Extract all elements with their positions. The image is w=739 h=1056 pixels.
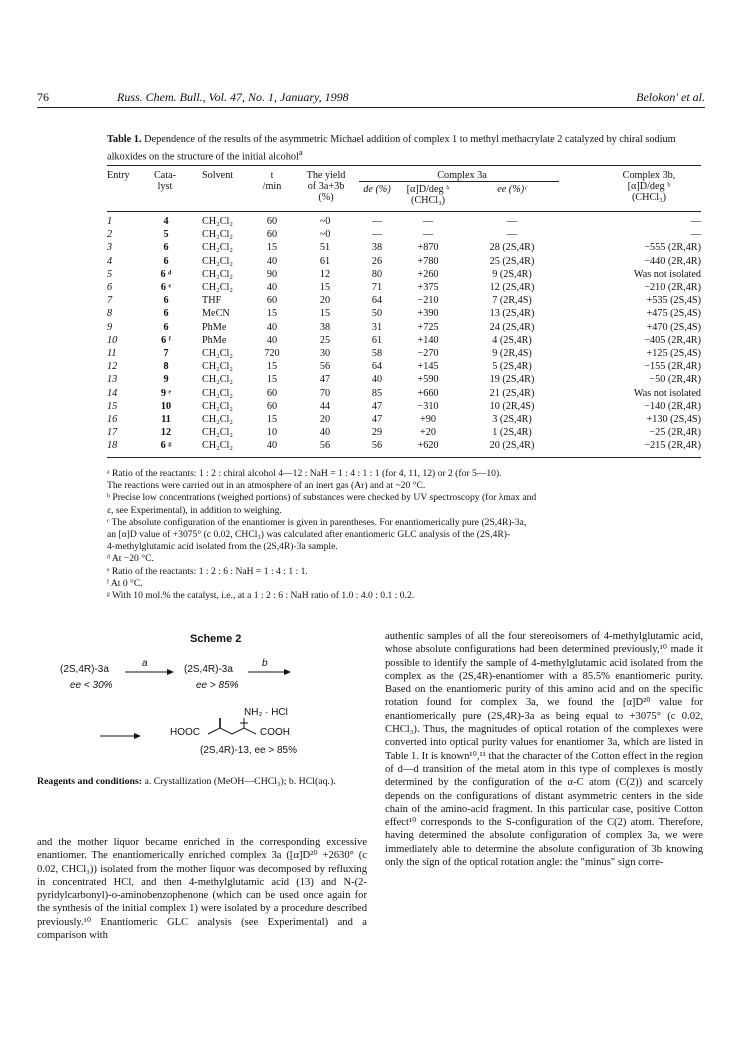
yield-cell: 38 [319, 321, 331, 333]
entry-cell: 13 [107, 374, 118, 386]
page-number: 76 [37, 90, 49, 104]
time-cell: 60 [266, 400, 278, 412]
yield-cell: 30 [319, 348, 331, 359]
de-cell: 58 [371, 348, 383, 359]
rotation-3a-cell: +870 [417, 242, 439, 254]
entry-cell: 1 [107, 216, 113, 227]
ee-cell: 1 (2S,4R) [492, 427, 532, 439]
time-cell: 10 [266, 427, 278, 439]
solvent-cell: CH₂Cl₂ [202, 374, 233, 386]
de-cell: 71 [371, 282, 383, 293]
de-cell: 29 [371, 427, 383, 439]
rotation-3a-cell: +260 [417, 268, 439, 280]
solvent-cell: CH₂Cl₂ [202, 427, 233, 439]
time-cell: 40 [266, 255, 278, 267]
time-cell: 60 [266, 387, 278, 399]
footnote-line: ᵉ Ratio of the reactants: 1 : 2 : 6 : NaH = 1 : 4 : 1 : 1. [107, 565, 308, 577]
time-cell: 15 [266, 242, 278, 254]
rotation-3a-cell: +145 [417, 361, 439, 373]
footnote-line: ᶜ The absolute configuration of the enantiomer is given in parentheses. For enantiomerically pure (2S,4R)-3a, [107, 516, 527, 528]
catalyst-cell: 6 ᵍ [160, 440, 172, 452]
complex3b-cell: Was not isolated [633, 268, 701, 280]
catalyst-cell: 6 ᵉ [160, 282, 172, 293]
ee-cell: 21 (2S,4R) [489, 387, 535, 399]
header-catalyst: Cata- lyst [153, 170, 177, 192]
footnote-line: 4-methylglutamic acid isolated from the (2S,4R)-3a sample. [107, 541, 338, 553]
catalyst-cell: 6 [163, 255, 169, 267]
footnote-line: ᵃ Ratio of the reactants: 1 : 2 : chiral alcohol 4—12 : NaH = 1 : 4 : 1 : 1 (for 4, 11, 12) or 2 (for 5—10). [107, 468, 502, 479]
catalyst-cell: 4 [163, 216, 169, 227]
footnote-line: ᵈ At −20 °C. [107, 553, 154, 565]
catalyst-cell: 6 [163, 295, 169, 307]
catalyst-cell: 6 ᶠ [161, 334, 171, 346]
complex3b-cell: Was not isolated [633, 387, 701, 399]
solvent-cell: CH₂Cl₂ [202, 361, 233, 373]
time-cell: 60 [266, 216, 278, 227]
solvent-cell: CH₂Cl₂ [202, 242, 233, 254]
entry-cell: 7 [107, 295, 113, 307]
time-cell: 40 [266, 334, 278, 346]
ee-cell: 4 (2S,4R) [492, 334, 532, 346]
solvent-cell: CH₂Cl₂ [202, 414, 233, 425]
rotation-3a-cell: −270 [417, 348, 439, 359]
ee-cell: 20 (2S,4R) [489, 440, 535, 452]
scheme-hooc: HOOC [170, 727, 200, 738]
catalyst-cell: 11 [161, 414, 171, 425]
complex3b-cell: — [690, 229, 701, 241]
header-yield: The yield of 3a+3b (%) [306, 170, 346, 203]
de-cell: 50 [371, 308, 383, 320]
rotation-3a-cell: +620 [417, 440, 439, 452]
entry-cell: 2 [107, 229, 113, 241]
complex3b-cell: +475 (2S,4S) [646, 308, 701, 320]
de-cell: — [371, 216, 383, 227]
de-cell: 56 [371, 440, 383, 452]
yield-cell: 25 [319, 334, 331, 346]
solvent-cell: CH₂Cl₂ [202, 387, 233, 399]
header-alpha: [α]D/deg ᵇ (CHCl₃) [406, 184, 450, 206]
yield-cell: 51 [319, 242, 331, 254]
ee-cell: 25 (2S,4R) [489, 255, 535, 267]
yield-cell: 20 [319, 414, 331, 425]
de-cell: 31 [371, 321, 383, 333]
time-cell: 90 [266, 268, 278, 280]
footnote-line: ᶠ At 0 °C. [107, 577, 143, 589]
time-cell: 60 [266, 229, 278, 241]
complex3b-cell: −50 (2R,4R) [649, 374, 701, 386]
ee-cell: 7 (2R,4S) [492, 295, 532, 307]
complex3b-cell: −215 (2R,4R) [644, 440, 701, 452]
entry-cell: 11 [107, 348, 117, 359]
header-entry: Entry [107, 170, 130, 181]
solvent-cell: PhMe [202, 334, 227, 346]
entry-cell: 5 [107, 268, 113, 280]
de-cell: 38 [371, 242, 383, 254]
rotation-3a-cell: +140 [417, 334, 439, 346]
rotation-3a-cell: +390 [417, 308, 439, 320]
rotation-3a-cell: +660 [417, 387, 439, 399]
ee-cell: 10 (2R,4S) [489, 400, 535, 412]
complex3a-rule [359, 181, 559, 182]
time-cell: 720 [264, 348, 280, 359]
catalyst-cell: 10 [160, 400, 172, 412]
header-complex3b: Complex 3b, [α]D/deg ᵇ (CHCl₃) [622, 170, 676, 203]
catalyst-cell: 9 ᵉ [160, 387, 172, 399]
catalyst-cell: 6 ᵈ [160, 268, 172, 280]
scheme-mid-compound: (2S,4R)-3a [184, 664, 233, 675]
yield-cell: 56 [319, 440, 331, 452]
time-cell: 15 [266, 374, 278, 386]
scheme-arrow-b [248, 668, 292, 676]
table-caption [107, 133, 697, 163]
scheme-cooh: COOH [260, 727, 290, 738]
scheme-product: (2S,4R)-13, ee > 85% [200, 745, 297, 756]
ee-cell: 24 (2S,4R) [489, 321, 535, 333]
complex3b-cell: −25 (2R,4R) [649, 427, 701, 439]
solvent-cell: CH₂Cl₂ [202, 400, 233, 412]
author-names: Belokon' et al. [636, 90, 705, 104]
footnote-line: ᵍ With 10 mol.% the catalyst, i.e., at a 1 : 2 : 6 : NaH ratio of 1.0 : 4.0 : 0.1 : 0.2. [107, 590, 415, 602]
complex3b-cell: — [690, 216, 701, 227]
complex3b-cell: −405 (2R,4R) [644, 334, 701, 346]
solvent-cell: PhMe [202, 321, 227, 333]
header-solvent: Solvent [202, 170, 234, 181]
entry-cell: 15 [107, 400, 118, 412]
entry-cell: 6 [107, 282, 113, 293]
table-header-rule [107, 211, 701, 212]
catalyst-cell: 9 [163, 374, 169, 386]
time-cell: 15 [266, 414, 278, 425]
catalyst-cell: 5 [163, 229, 169, 241]
yield-cell: 56 [319, 361, 331, 373]
entry-cell: 17 [107, 427, 118, 439]
solvent-cell: MeCN [202, 308, 230, 320]
yield-cell: 47 [319, 374, 331, 386]
entry-cell: 14 [107, 387, 118, 399]
header-complex3a: Complex 3a [437, 170, 487, 181]
rotation-3a-cell: — [422, 216, 434, 227]
header-rule [37, 107, 705, 108]
rotation-3a-cell: −310 [417, 400, 439, 412]
catalyst-cell: 6 [163, 321, 169, 333]
solvent-cell: CH₂Cl₂ [202, 255, 233, 267]
right-column-text: authentic samples of all the four stereoisomers of 4-methylglutamic acid, whose absolute configurations had been determined previously,¹⁰ made it possible to identify the sample of 4-methylglutamic acid isolated from the complex as the (2S,4R)-enantiomer with a 85.5% enantiomeric purity. Based on the enantiomeric purity of this amino acid and on the specific rotation found for complex 3a, we found the [α]D²⁰ value for enantiomerically pure (2S,4R)-3a as being equal to +3075° (c 0.02, CHCl₃). Thus, the magnitudes of optical rotation of the complexes were converted into optical purity values for enantiomer 3a, which are listed in Table 1. It is known¹⁰,¹¹ that the character of the Cotton effect in the region of d—d transition of the metal atom in this type of complexes is mostly determined by the configuration of the α-C atom (C(2)) and scarcely depends on the configurations of distant asymmetric centers in the side chain of the amino-acid fragment. In this particular case, positive Cotton effect¹⁰ corresponds to the S-configuration of the C(2) atom. Therefore, having determined the absolute configuration of complex 3a, we were immediately able to determine the absolute configuration of 3b knowing only the sign of the optical rotation angle: the "minus" sign corre- [385, 631, 703, 869]
solvent-cell: CH₂Cl₂ [202, 229, 233, 241]
table-top-rule [107, 165, 701, 166]
rotation-3a-cell: +20 [420, 427, 436, 439]
footnote-line: The reactions were carried out in an atmosphere of an inert gas (Ar) and at ~20 °C. [107, 480, 426, 492]
rotation-3a-cell: +590 [417, 374, 439, 386]
conditions-label: Reagents and conditions: [37, 776, 143, 787]
de-cell: 80 [371, 268, 383, 280]
yield-cell: ~0 [319, 216, 331, 227]
catalyst-cell: 8 [163, 361, 169, 373]
methylglutamic-acid-structure [100, 718, 340, 744]
conditions-text: a. Crystallization (MeOH—CHCl₃); b. HCl(aq.). [144, 776, 336, 787]
solvent-cell: CH₂Cl₂ [202, 282, 233, 293]
ee-cell: 13 (2S,4R) [489, 308, 535, 320]
table-bottom-rule [107, 457, 701, 458]
header-de: de (%) [363, 184, 391, 195]
footnote-line: ε, see Experimental), in addition to weighing. [107, 504, 282, 516]
time-cell: 15 [266, 308, 278, 320]
scheme-left-compound: (2S,4R)-3a [60, 664, 109, 675]
scheme-arrow-b-label: b [262, 658, 268, 669]
rotation-3a-cell: +780 [417, 255, 439, 267]
complex3b-cell: +125 (2S,4S) [646, 348, 701, 359]
entry-cell: 8 [107, 308, 113, 320]
yield-cell: 70 [319, 387, 331, 399]
entry-cell: 4 [107, 255, 113, 267]
entry-cell: 16 [107, 414, 118, 425]
de-cell: 61 [371, 334, 383, 346]
scheme-mid-ee: ee > 85% [196, 680, 239, 691]
complex3b-cell: −140 (2R,4R) [644, 400, 701, 412]
yield-cell: ~0 [319, 229, 331, 241]
header-ee: ee (%)ᶜ [497, 184, 527, 195]
scheme-conditions [37, 776, 367, 789]
ee-cell: 3 (2S,4R) [492, 414, 532, 425]
catalyst-cell: 6 [163, 242, 169, 254]
complex3b-cell: −155 (2R,4R) [644, 361, 701, 373]
ee-cell: — [506, 216, 518, 227]
time-cell: 40 [266, 440, 278, 452]
yield-cell: 12 [319, 268, 331, 280]
footnote-line: ᵇ Precise low concentrations (weighed portions) of substances were checked by UV spectroscopy (for λmax and [107, 492, 537, 504]
solvent-cell: THF [202, 295, 222, 307]
ee-cell: 19 (2S,4R) [489, 374, 535, 386]
table-caption-text: Dependence of the results of the asymmetric Michael addition of complex 1 to methyl methacrylate 2 catalyzed by chiral sodium alkoxides on the structure of the initial alcohol [107, 134, 676, 163]
table-caption-mark: a [298, 147, 303, 157]
rotation-3a-cell: — [422, 229, 434, 241]
complex3b-cell: −210 (2R,4R) [644, 282, 701, 293]
rotation-3a-cell: −210 [417, 295, 439, 307]
rotation-3a-cell: +90 [420, 414, 436, 425]
solvent-cell: CH₂Cl₂ [202, 268, 233, 280]
entry-cell: 10 [107, 334, 118, 346]
journal-citation: Russ. Chem. Bull., Vol. 47, No. 1, January, 1998 [117, 90, 349, 104]
yield-cell: 15 [319, 308, 331, 320]
entry-cell: 12 [107, 361, 118, 373]
de-cell: 26 [371, 255, 383, 267]
solvent-cell: CH₂Cl₂ [202, 216, 233, 227]
yield-cell: 44 [319, 400, 331, 412]
de-cell: 40 [371, 374, 383, 386]
catalyst-cell: 7 [163, 348, 169, 359]
entry-cell: 3 [107, 242, 113, 254]
scheme-arrow-a-label: a [142, 658, 148, 669]
table-label: Table 1. [107, 134, 142, 145]
complex3b-cell: −555 (2R,4R) [644, 242, 701, 254]
rotation-3a-cell: +375 [417, 282, 439, 293]
yield-cell: 61 [319, 255, 331, 267]
ee-cell: 9 (2R,4S) [492, 348, 532, 359]
solvent-cell: CH₂Cl₂ [202, 348, 233, 359]
yield-cell: 20 [319, 295, 331, 307]
footnote-line: an [α]D value of +3075° (c 0.02, CHCl₃) was calculated after enantiomeric GLC analysis of the (2S,4R)- [107, 529, 511, 541]
rotation-3a-cell: +725 [417, 321, 439, 333]
solvent-cell: CH₂Cl₂ [202, 440, 233, 452]
scheme-amine: NH₂ · HCl [244, 707, 288, 718]
ee-cell: — [506, 229, 518, 241]
de-cell: 47 [371, 414, 383, 425]
running-header [37, 90, 705, 106]
complex3b-cell: +535 (2S,4S) [646, 295, 701, 307]
complex3b-cell: −440 (2R,4R) [644, 255, 701, 267]
time-cell: 15 [266, 361, 278, 373]
entry-cell: 9 [107, 321, 113, 333]
time-cell: 40 [266, 321, 278, 333]
yield-cell: 40 [319, 427, 331, 439]
de-cell: 85 [371, 387, 383, 399]
scheme-title: Scheme 2 [190, 633, 242, 645]
de-cell: 64 [371, 361, 383, 373]
scheme-arrow-a [125, 668, 175, 676]
scheme-left-ee: ee < 30% [70, 680, 113, 691]
ee-cell: 5 (2S,4R) [492, 361, 532, 373]
catalyst-cell: 12 [160, 427, 172, 439]
table-footnotes [107, 468, 701, 602]
ee-cell: 28 (2S,4R) [489, 242, 535, 254]
header-time: t /min [262, 170, 282, 192]
yield-cell: 15 [319, 282, 331, 293]
time-cell: 60 [266, 295, 278, 307]
entry-cell: 18 [107, 440, 118, 452]
catalyst-cell: 6 [163, 308, 169, 320]
complex3b-cell: +470 (2S,4S) [646, 321, 701, 333]
complex3b-cell: +130 (2S,4S) [646, 414, 701, 425]
de-cell: 47 [371, 400, 383, 412]
ee-cell: 9 (2S,4R) [492, 268, 532, 280]
ee-cell: 12 (2S,4R) [489, 282, 535, 293]
de-cell: — [371, 229, 383, 241]
left-column-text: and the mother liquor became enriched in the corresponding excessive enantiomer. The enantiomerically enriched complex 3a ([α]D²⁰ +2630° (c 0.02, CHCl₃)) isolated from the mother liquor was decomposed by refluxing in concentrated HCl, and then 4-methylglutamic acid (13) and N-(2-pyridylcarbonyl)-o-aminobenzophenone (which can be used once again for the synthesis of the initial complex 1) were isolated by a procedure described previously.¹⁰ Enantiomeric GLC analysis (see Experimental) and a comparison with [37, 837, 367, 942]
time-cell: 40 [266, 282, 278, 293]
de-cell: 64 [371, 295, 383, 307]
